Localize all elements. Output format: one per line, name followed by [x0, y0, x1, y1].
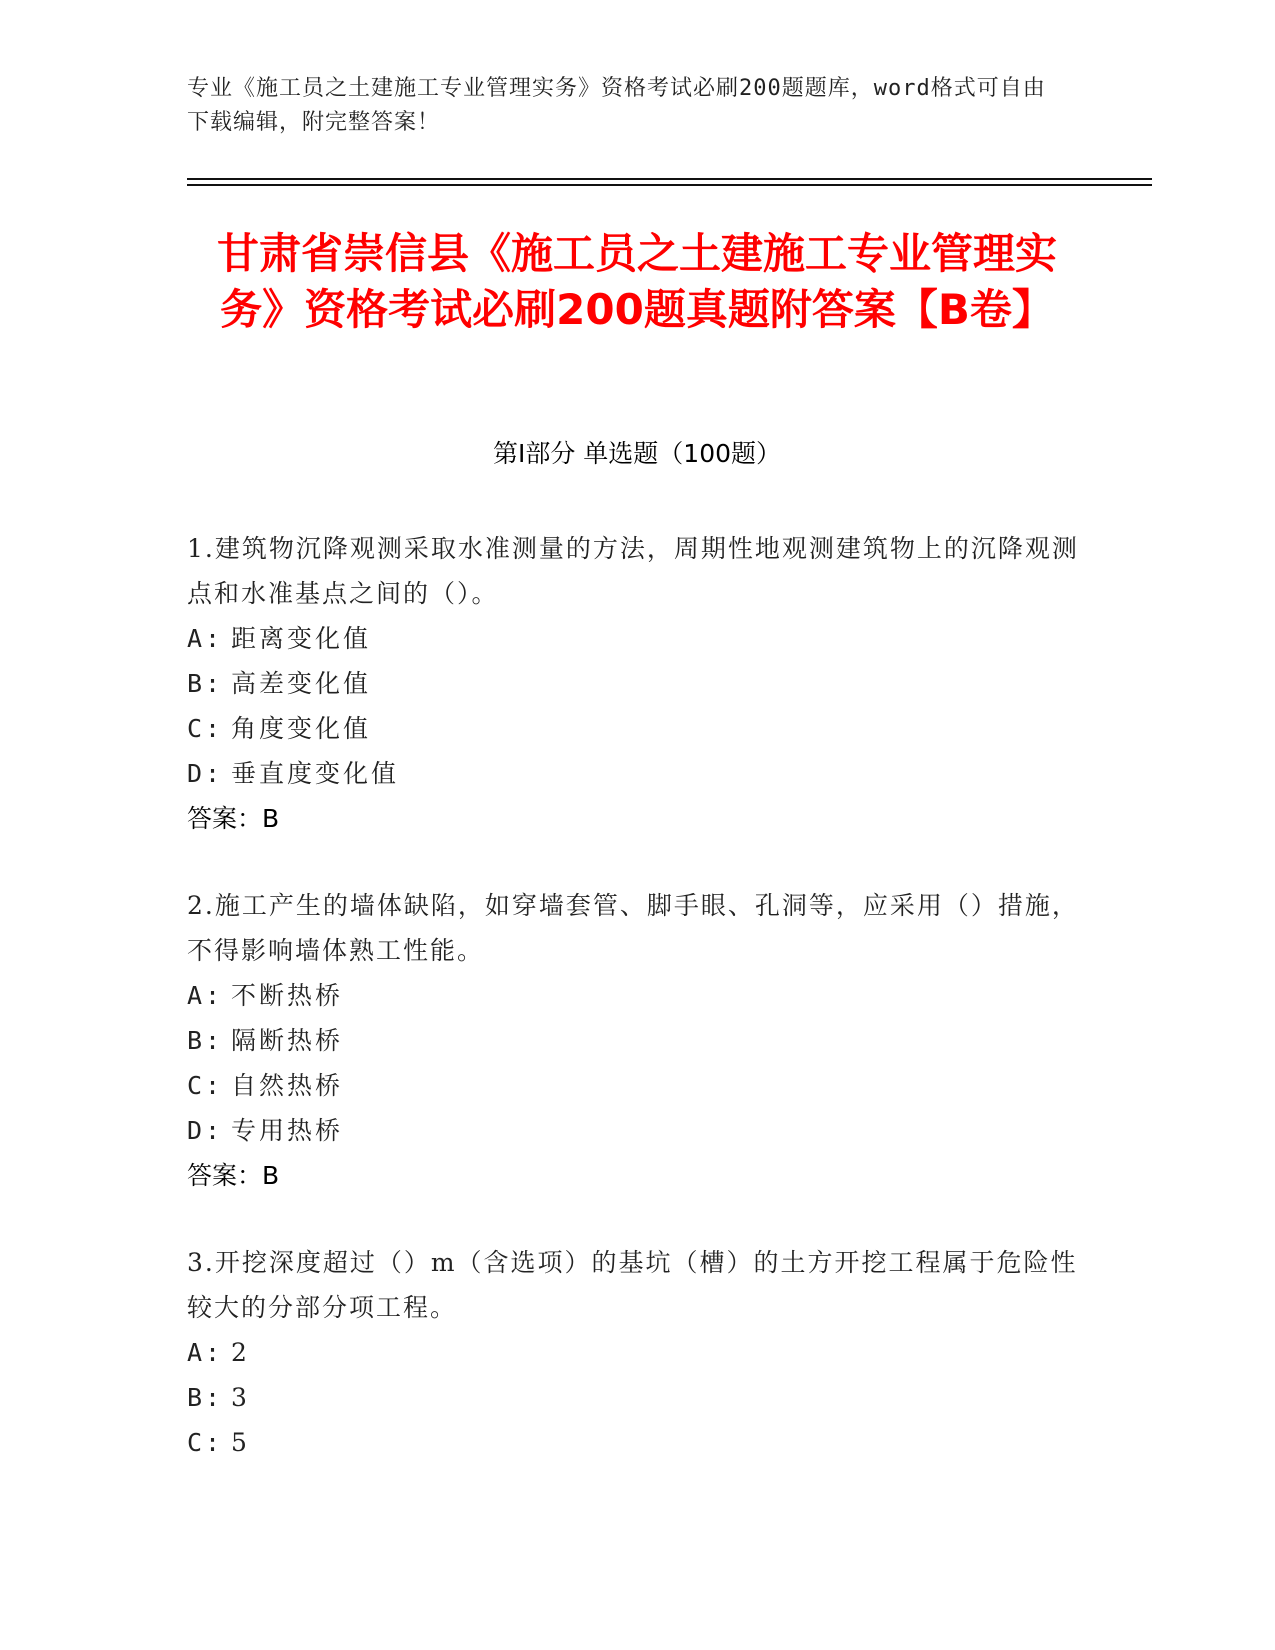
option-text: 隔断热桥 [231, 1026, 344, 1055]
question-item [187, 526, 1087, 841]
option-letter: A: [187, 624, 224, 653]
question-answer [187, 1153, 1087, 1198]
option-letter: A: [187, 1338, 224, 1367]
question-option [187, 973, 1087, 1018]
question-stem: 3.开挖深度超过（）m（含选项）的基坑（槽）的土方开挖工程属于危险性较大的分部分项工程。 [187, 1248, 1078, 1322]
option-text: 5 [231, 1428, 250, 1457]
question-option [187, 616, 1087, 661]
answer-value: B [262, 804, 280, 833]
option-letter: B: [187, 1383, 224, 1412]
question-answer [187, 796, 1087, 841]
answer-label: 答案： [187, 804, 263, 833]
question-list [187, 526, 1087, 1507]
answer-label: 答案： [187, 1161, 263, 1190]
option-letter: D: [187, 759, 224, 788]
option-letter: B: [187, 669, 224, 698]
option-text: 3 [231, 1383, 250, 1412]
answer-value: B [262, 1161, 280, 1190]
question-option [187, 1330, 1087, 1375]
option-letter: C: [187, 714, 224, 743]
option-text: 自然热桥 [231, 1071, 344, 1100]
option-letter: C: [187, 1071, 224, 1100]
question-stem: 2.施工产生的墙体缺陷，如穿墙套管、脚手眼、孔洞等，应采用（）措施，不得影响墙体熟工性能。 [187, 891, 1079, 965]
document-title: 甘肃省崇信县《施工员之土建施工专业管理实务》资格考试必刷200题真题附答案【B卷】 [216, 229, 1057, 334]
option-text: 专用热桥 [231, 1116, 344, 1145]
header-rule-top [187, 178, 1152, 180]
header-note: 专业《施工员之土建施工专业管理实务》资格考试必刷200题题库，word格式可自由下载编辑，附完整答案！ [187, 76, 1046, 135]
question-stem: 1.建筑物沉降观测采取水准测量的方法，周期性地观测建筑物上的沉降观测点和水准基点之间的（）。 [187, 534, 1079, 608]
option-text: 距离变化值 [231, 624, 372, 653]
option-text: 不断热桥 [231, 981, 344, 1010]
option-letter: C: [187, 1428, 224, 1457]
question-item [187, 1240, 1087, 1465]
option-letter: D: [187, 1116, 224, 1145]
question-option [187, 1108, 1087, 1153]
option-text: 角度变化值 [231, 714, 372, 743]
section-title: 第Ⅰ部分 单选题（100题） [492, 439, 782, 468]
question-option [187, 706, 1087, 751]
option-letter: A: [187, 981, 224, 1010]
header-rule-bottom [187, 184, 1152, 186]
question-option [187, 751, 1087, 796]
question-option [187, 1018, 1087, 1063]
question-option [187, 1063, 1087, 1108]
option-text: 高差变化值 [231, 669, 372, 698]
question-option [187, 1420, 1087, 1465]
option-letter: B: [187, 1026, 224, 1055]
question-option [187, 1375, 1087, 1420]
option-text: 2 [231, 1338, 250, 1367]
option-text: 垂直度变化值 [231, 759, 400, 788]
question-item [187, 883, 1087, 1198]
question-option [187, 661, 1087, 706]
